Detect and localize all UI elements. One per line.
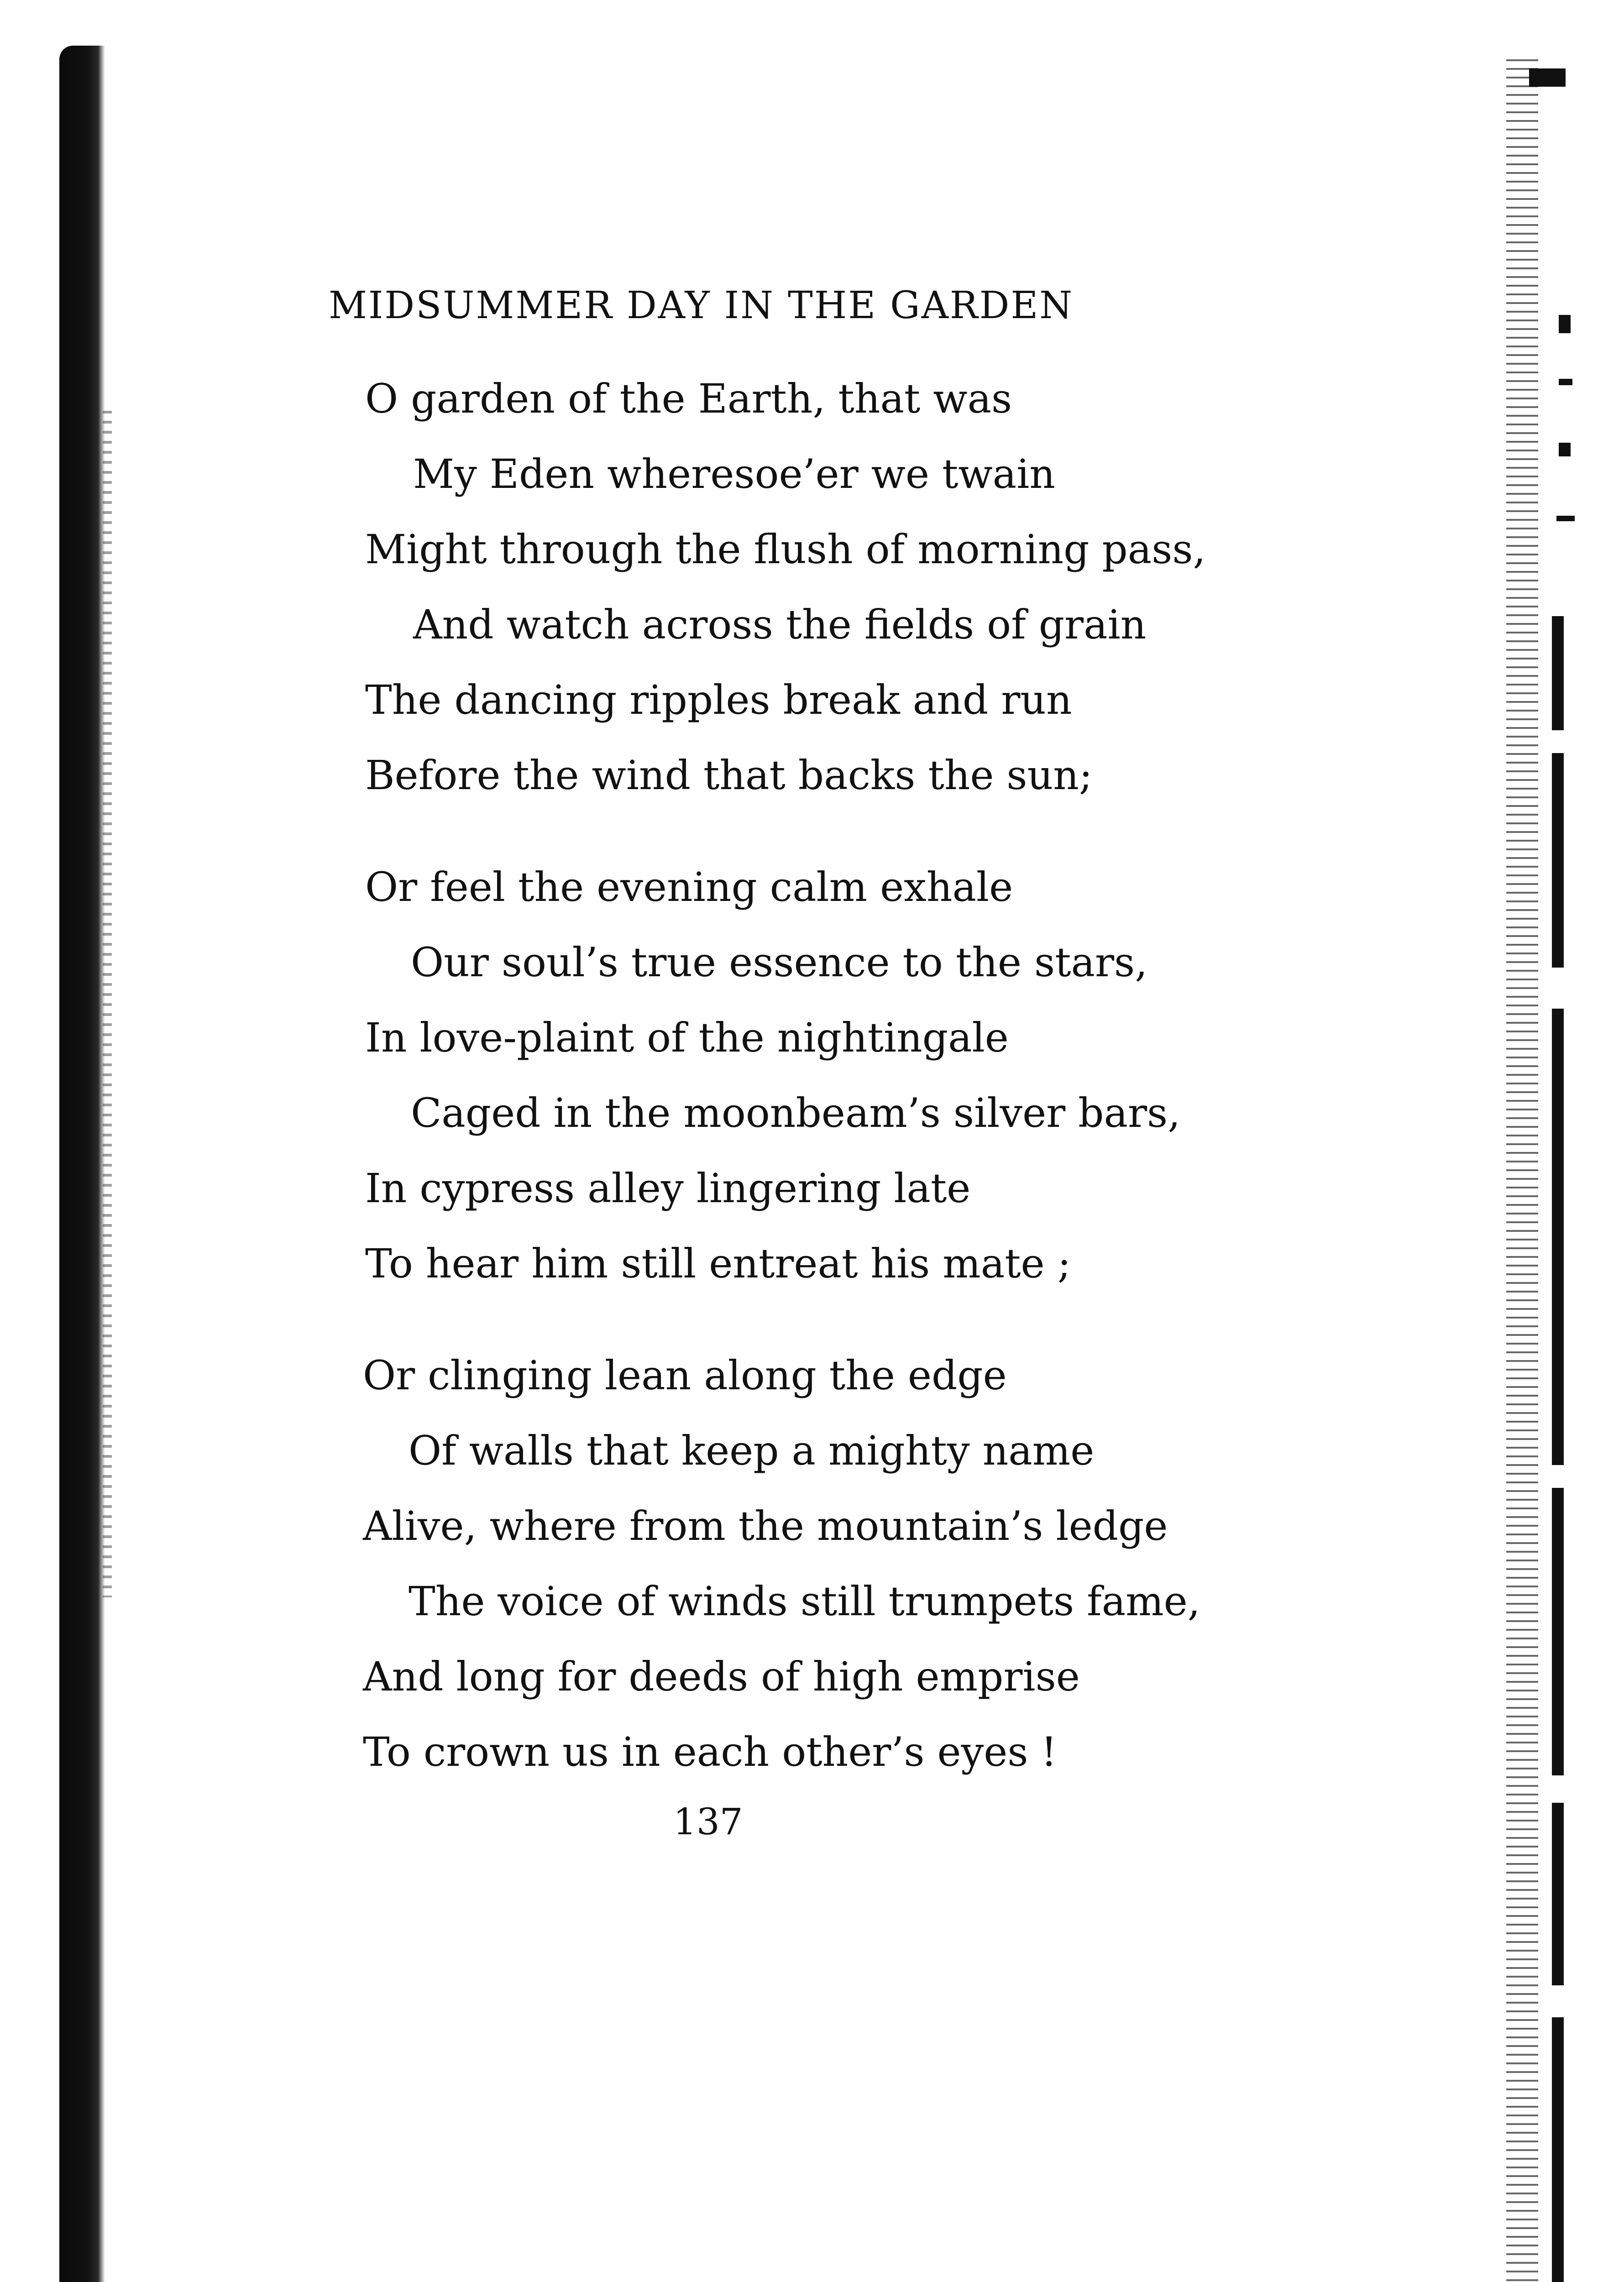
poem-line: Before the wind that backs the sun; [365, 752, 1093, 799]
poem-line: Or feel the evening calm exhale [365, 864, 1013, 911]
poem-line: O garden of the Earth, that was [365, 375, 1012, 422]
scan-right-strip [1552, 1803, 1564, 1985]
scan-right-strip [1552, 616, 1564, 730]
poem-title: MIDSUMMER DAY IN THE GARDEN [329, 284, 1074, 327]
page-number: 137 [673, 1800, 743, 1843]
scan-right-strip [1552, 753, 1564, 968]
poem-line: My Eden wheresoe’er we twain [413, 450, 1055, 497]
scan-right-speckle [1506, 59, 1538, 2282]
scan-right-mark [1559, 315, 1571, 333]
scan-left-edge-speckle [103, 411, 112, 1597]
poem-line: Or clinging lean along the edge [363, 1352, 1007, 1399]
scan-right-edge-artifacts [1506, 59, 1575, 2282]
scan-right-mark [1556, 516, 1575, 521]
scan-right-mark [1559, 379, 1572, 385]
poem-line: Might through the flush of morning pass, [365, 526, 1206, 573]
poem-line: To hear him still entreat his mate ; [365, 1240, 1071, 1287]
scan-right-strip [1552, 2017, 1564, 2282]
poem-line: In cypress alley lingering late [365, 1165, 971, 1212]
scan-right-mark [1559, 443, 1571, 456]
poem-line: Our soul’s true essence to the stars, [411, 939, 1148, 986]
poem-line: And watch across the fields of grain [413, 601, 1147, 648]
poem-line: In love-plaint of the nightingale [365, 1014, 1009, 1061]
scan-right-strip [1552, 1488, 1564, 1775]
scan-right-strip [1552, 1009, 1564, 1465]
scan-left-edge-shadow [59, 46, 105, 2282]
poem-line: Caged in the moonbeam’s silver bars, [411, 1089, 1181, 1136]
poem-line: The dancing ripples break and run [365, 676, 1072, 723]
poem-line: Alive, where from the mountain’s ledge [363, 1502, 1168, 1549]
poem-line: Of walls that keep a mighty name [409, 1427, 1095, 1474]
scan-right-mark [1529, 68, 1566, 87]
poem-line: To crown us in each other’s eyes ! [363, 1728, 1057, 1775]
poem-line: The voice of winds still trumpets fame, [409, 1578, 1200, 1625]
poem-line: And long for deeds of high emprise [363, 1653, 1080, 1700]
